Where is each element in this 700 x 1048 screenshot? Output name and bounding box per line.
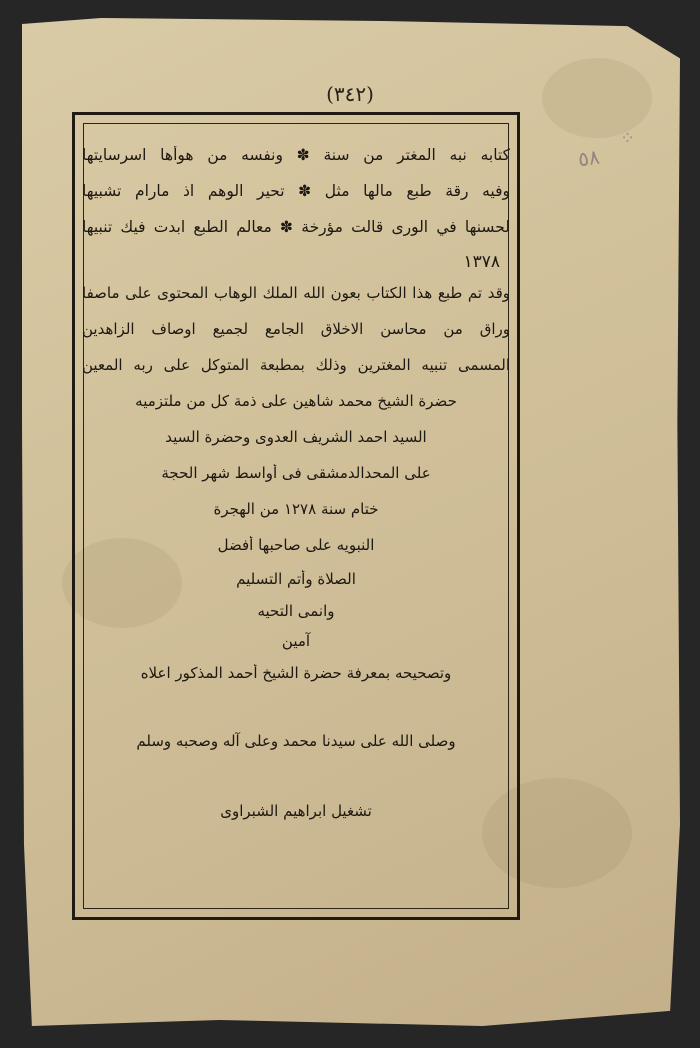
page-number: (٣٤٢) [326, 82, 374, 106]
colophon-line: آمين [281, 632, 311, 650]
colophon-line: الصلاة وأتم التسليم [236, 570, 356, 588]
verse-line: كتابه نبه المغتر من سنة ✽ ونفسه من هوأها اسرسايتها [82, 146, 510, 164]
colophon-line: على المحدالدمشقى فى أواسط شهر الحجة [161, 464, 431, 482]
printer-credit: تشغيل ابراهيم الشبراوى [220, 802, 372, 820]
verse-line: لحسنها في الورى قالت مؤرخة ✽ معالم الطبع ابدت فيك تنبيها [82, 218, 510, 236]
verse-line: وفيه رقة طبع مالها مثل ✽ تحير الوهم اذ مارام تشبيها [82, 182, 510, 200]
blessing-line: وصلى الله على سيدنا محمد وعلى آله وصحبه وسلم [136, 732, 456, 750]
colophon-line: حضرة الشيخ محمد شاهين على ذمة كل من ملتزميه [135, 392, 457, 410]
verse-year: ١٣٧٨ [463, 252, 500, 272]
colophon-line: وانمى التحيه [257, 602, 335, 620]
colophon-line: وتصحيحه بمعرفة حضرة الشيخ أحمد المذكور اعلاه [140, 664, 452, 682]
margin-annotation: ٥٨ [576, 144, 602, 172]
colophon-line: وراق من محاسن الاخلاق الجامع لجميع اوصاف الزاهدين [82, 320, 510, 338]
colophon-line: المسمى تنبيه المغترين وذلك بمطبعة المتوكل على ربه المعين [82, 356, 510, 374]
margin-marks: ⁘ [620, 128, 636, 149]
colophon-line: السيد احمد الشريف العدوى وحضرة السيد [165, 428, 427, 446]
colophon-line: النبويه على صاحبها أفضل [217, 536, 375, 554]
colophon-line: ختام سنة ١٢٧٨ من الهجرة [213, 500, 379, 518]
colophon-line: وقد تم طبع هذا الكتاب بعون الله الملك الوهاب المحتوى على ماصفا [82, 284, 510, 302]
